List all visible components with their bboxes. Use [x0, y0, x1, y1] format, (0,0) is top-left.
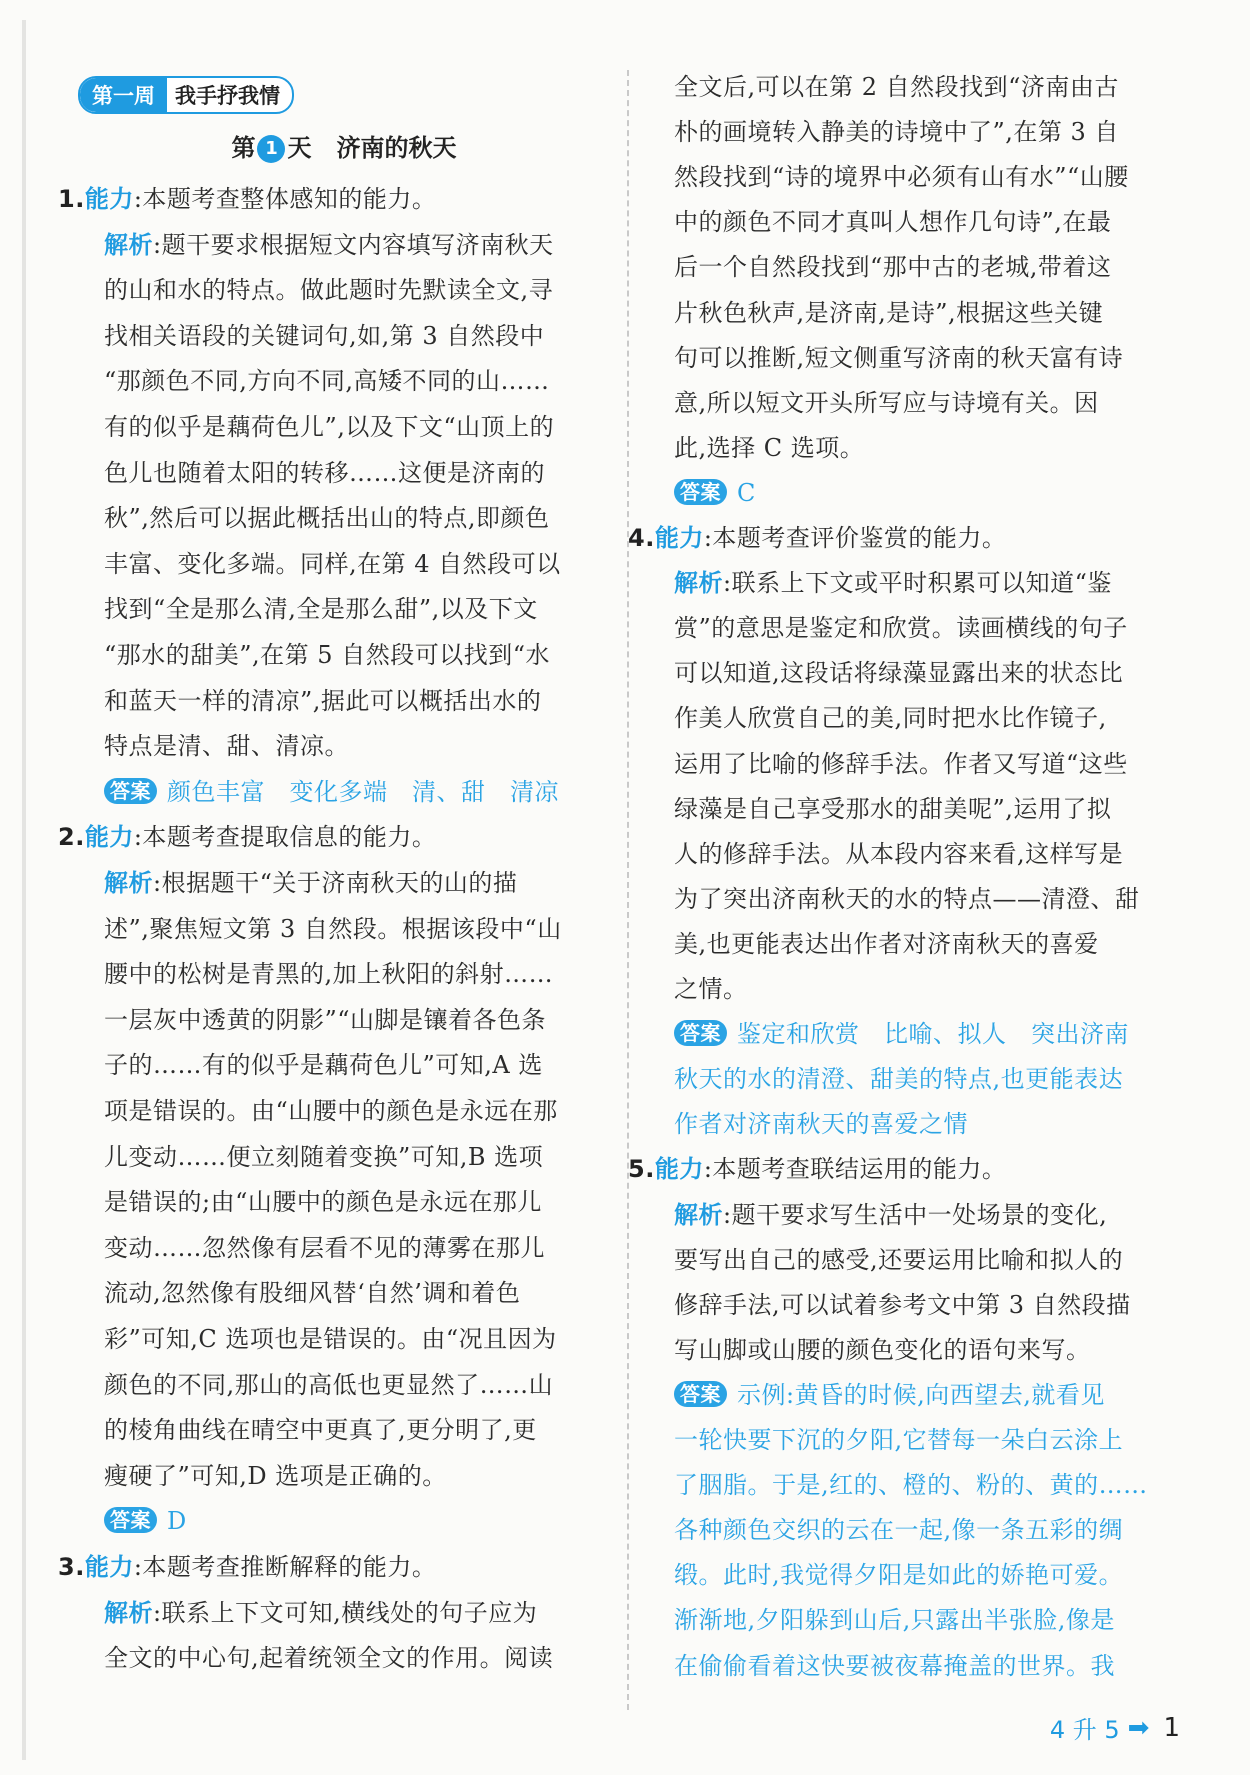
analysis-label: 解析 [104, 869, 153, 897]
text-line [674, 1290, 1131, 1320]
body-text: 瘦硬了”可知,D 选项是正确的。 [104, 1461, 447, 1490]
ability-text: :本题考查评价鉴赏的能力。 [703, 524, 1007, 552]
text-line [674, 72, 1119, 102]
answer-text: 了胭脂。于是,红的、橙的、粉的、黄的…… [674, 1471, 1148, 1500]
text-line [674, 568, 1112, 598]
body-text: 颜色的不同,那山的高低也更显然了……山 [104, 1370, 554, 1399]
analysis-text: :联系上下文可知,横线处的句子应为 [153, 1598, 538, 1627]
body-text: 找相关语段的关键词句,如,第 3 自然段中 [104, 321, 545, 350]
body-text: 人的修辞手法。从本段内容来看,这样写是 [674, 839, 1124, 868]
text-line [104, 458, 545, 488]
column-divider [627, 70, 629, 1710]
ability-label: 能力 [654, 1155, 704, 1184]
body-text: 的棱角曲线在晴空中更真了,更分明了,更 [104, 1416, 537, 1445]
question-number: 5. [628, 1155, 655, 1184]
day-title-suffix: 天 [287, 134, 312, 162]
text-line [104, 731, 349, 761]
body-text: 流动,忽然像有股细风替‘自然’调和着色 [104, 1279, 521, 1308]
text-line [674, 1651, 1115, 1681]
text-line [674, 749, 1128, 779]
body-text: 意,所以短文开头所写应与诗境有关。因 [674, 388, 1099, 417]
body-text: 儿变动……便立刻随着变换”可知,B 选项 [104, 1142, 544, 1171]
body-text: 的山和水的特点。做此题时先默读全文,寻 [104, 276, 554, 305]
text-line [104, 1050, 543, 1080]
text-line [104, 686, 541, 716]
text-line [104, 868, 517, 898]
body-text: 运用了比喻的修辞手法。作者又写道“这些 [674, 749, 1128, 778]
text-line [674, 1200, 1107, 1230]
text-line [674, 162, 1129, 192]
text-line [104, 914, 562, 944]
body-text: 可以知道,这段话将绿藻显露出来的状态比 [674, 659, 1124, 688]
answer-text: D [167, 1507, 187, 1536]
text-line [104, 1005, 546, 1035]
text-line [674, 839, 1123, 869]
grade-label: 4 升 5 [1049, 1716, 1120, 1744]
text-line [104, 321, 544, 351]
text-line [674, 1515, 1123, 1545]
answer-badge: 答案 [674, 479, 727, 505]
body-text: 中的颜色不同才真叫人想作几句诗”,在最 [674, 208, 1112, 237]
answer-text: 颜色丰富 变化多端 清、甜 清凉 [167, 777, 559, 806]
analysis-label: 解析 [674, 569, 723, 598]
answer-text: 缎。此时,我觉得夕阳是如此的娇艳可爱。 [674, 1561, 1124, 1590]
text-line [674, 613, 1128, 643]
body-text: 句可以推断,短文侧重写济南的秋天富有诗 [674, 343, 1124, 372]
body-text: 有的似乎是藕荷色儿”,以及下文“山顶上的 [104, 413, 555, 441]
day-number-badge: 1 [257, 135, 285, 163]
body-text: 全文的中心句,起着统领全文的作用。阅读 [104, 1644, 554, 1673]
text-line [674, 703, 1107, 733]
text-line [674, 974, 748, 1004]
analysis-label: 解析 [104, 1598, 153, 1627]
text-line [58, 822, 436, 852]
answer-text: 秋天的水的清澄、甜美的特点,也更能表达 [674, 1065, 1124, 1094]
text-line [104, 1598, 537, 1628]
analysis-text: :根据题干“关于济南秋天的山的描 [153, 869, 518, 897]
article-title: 济南的秋天 [336, 134, 457, 162]
answer-badge: 答案 [674, 1381, 727, 1407]
analysis-text: :题干要求根据短文内容填写济南秋天 [153, 230, 554, 259]
body-text: 找到“全是那么清,全是那么甜”,以及下文 [104, 595, 538, 624]
text-line [104, 1324, 557, 1354]
text-line [674, 1560, 1123, 1590]
text-line [104, 366, 550, 396]
text-line [674, 298, 1103, 328]
body-text: 项是错误的。由“山腰中的颜色是永远在那 [104, 1097, 558, 1125]
text-line [104, 230, 554, 260]
arrow-right-icon: ➡ [1127, 1712, 1150, 1743]
text-line [104, 1370, 553, 1400]
body-text: 写山脚或山腰的颜色变化的语句来写。 [674, 1335, 1091, 1364]
body-text: “那水的甜美”,在第 5 自然段可以找到“水 [104, 641, 550, 669]
text-line [104, 594, 538, 624]
text-line [674, 1425, 1123, 1455]
text-line [104, 549, 561, 579]
answer-badge: 答案 [104, 778, 157, 804]
analysis-text: :联系上下文或平时积累可以知道“鉴 [723, 569, 1112, 598]
body-text: 和蓝天一样的清凉”,据此可以概括出水的 [104, 686, 542, 715]
text-line [674, 1605, 1115, 1635]
text-line [104, 503, 550, 533]
page-edge [22, 20, 26, 1760]
answer-text: 渐渐地,夕阳躲到山后,只露出半张脸,像是 [674, 1606, 1115, 1635]
body-text: 要写出自己的感受,还要运用比喻和拟人的 [674, 1245, 1124, 1274]
question-number: 2. [58, 823, 85, 852]
answer-text: 示例:黄昏的时候,向西望去,就看见 [737, 1380, 1105, 1409]
text-line [104, 1506, 187, 1536]
text-line [674, 929, 1099, 959]
body-text: 后一个自然段找到“那中古的老城,带着这 [674, 253, 1112, 282]
question-number: 3. [58, 1553, 85, 1581]
question-number: 1. [58, 185, 85, 213]
analysis-text: :题干要求写生活中一处场景的变化, [723, 1200, 1108, 1229]
text-line [674, 388, 1099, 418]
page-number: 1 [1163, 1712, 1180, 1743]
text-line [674, 433, 864, 463]
text-line [104, 1187, 542, 1217]
ability-text: :本题考查推断解释的能力。 [133, 1553, 437, 1581]
text-line [674, 1109, 968, 1139]
body-text: 美,也更能表达出作者对济南秋天的喜爱 [674, 929, 1099, 958]
week-theme: 我手抒我情 [175, 84, 280, 108]
text-line [674, 1335, 1091, 1365]
text-line [104, 1461, 447, 1491]
text-line [104, 1233, 545, 1263]
body-text: 片秋色秋声,是济南,是诗”,根据这些关键 [674, 298, 1104, 327]
text-line [58, 184, 436, 214]
page-footer [1050, 1710, 1180, 1745]
text-line [104, 1142, 543, 1172]
text-line [104, 412, 554, 442]
body-text: 修辞手法,可以试着参考文中第 3 自然段描 [674, 1290, 1131, 1319]
body-text: 绿藻是自己享受那水的甜美呢”,运用了拟 [674, 794, 1112, 823]
text-line [104, 640, 550, 670]
body-text: “那颜色不同,方向不同,高矮不同的山…… [104, 367, 550, 396]
body-text: 是错误的;由“山腰中的颜色是永远在那儿 [104, 1188, 542, 1217]
text-line [674, 1470, 1148, 1500]
ability-label: 能力 [84, 1553, 134, 1581]
body-text: 赏”的意思是鉴定和欣赏。读画横线的句子 [674, 614, 1128, 643]
answer-text: 各种颜色交织的云在一起,像一条五彩的绸 [674, 1516, 1124, 1545]
week-header-tag [78, 76, 294, 114]
question-number: 4. [628, 524, 655, 552]
text-line [58, 1552, 436, 1582]
text-line [674, 478, 756, 508]
answer-text: 一轮快要下沉的夕阳,它替每一朵白云涂上 [674, 1426, 1124, 1454]
body-text: 述”,聚焦短文第 3 自然段。根据该段中“山 [104, 914, 562, 943]
text-line [104, 1278, 520, 1308]
ability-label: 能力 [654, 524, 704, 552]
body-text: 然段找到“诗的境界中必须有山有水”“山腰 [674, 163, 1129, 192]
body-text: 彩”可知,C 选项也是错误的。由“况且因为 [104, 1325, 557, 1353]
text-line [674, 1064, 1123, 1094]
week-label: 第一周 [80, 78, 167, 112]
body-text: 此,选择 C 选项。 [674, 433, 865, 462]
text-line [674, 794, 1111, 824]
text-line [104, 275, 553, 305]
text-line [674, 884, 1140, 914]
ability-text: :本题考查联结运用的能力。 [703, 1155, 1007, 1184]
text-line [674, 343, 1123, 373]
analysis-label: 解析 [674, 1200, 723, 1229]
text-line [674, 1245, 1123, 1275]
text-line [674, 207, 1111, 237]
body-text: 色儿也随着太阳的转移……这便是济南的 [104, 458, 545, 487]
answer-text: 作者对济南秋天的喜爱之情 [674, 1110, 968, 1139]
body-text: 腰中的松树是青黑的,加上秋阳的斜射…… [104, 960, 554, 989]
text-line [674, 117, 1119, 147]
text-line [674, 1019, 1129, 1049]
text-line [674, 1380, 1105, 1410]
body-text: 子的……有的似乎是藕荷色儿”可知,A 选 [104, 1051, 543, 1080]
body-text: 为了突出济南秋天的水的特点——清澄、甜 [674, 884, 1140, 913]
text-line [628, 523, 1006, 553]
text-line [104, 959, 553, 989]
body-text: 一层灰中透黄的阴影”“山脚是镶着各色条 [104, 1005, 547, 1034]
body-text: 全文后,可以在第 2 自然段找到“济南由古 [674, 73, 1119, 101]
text-line [674, 252, 1111, 282]
answer-text: 鉴定和欣赏 比喻、拟人 突出济南 [737, 1020, 1129, 1049]
answer-text: 在偷偷看着这快要被夜幕掩盖的世界。我 [674, 1651, 1115, 1680]
day-title-prefix: 第 [231, 134, 256, 162]
ability-label: 能力 [84, 823, 134, 852]
body-text: 作美人欣赏自己的美,同时把水比作镜子, [674, 704, 1107, 733]
body-text: 之情。 [674, 975, 748, 1003]
text-line [104, 1096, 558, 1126]
ability-text: :本题考查整体感知的能力。 [133, 185, 437, 213]
analysis-label: 解析 [104, 230, 153, 259]
answer-text: C [737, 478, 756, 507]
ability-label: 能力 [84, 185, 134, 213]
body-text: 特点是清、甜、清凉。 [104, 732, 349, 761]
ability-text: :本题考查提取信息的能力。 [133, 823, 437, 852]
body-text: 秋”,然后可以据此概括出山的特点,即颜色 [104, 504, 550, 533]
body-text: 变动……忽然像有层看不见的薄雾在那儿 [104, 1233, 545, 1262]
body-text: 朴的画境转入静美的诗境中了”,在第 3 自 [674, 118, 1119, 147]
day-title [78, 128, 610, 163]
body-text: 丰富、变化多端。同样,在第 4 自然段可以 [104, 549, 561, 578]
text-line [104, 1415, 537, 1445]
text-line [674, 658, 1123, 688]
text-line [104, 1643, 553, 1673]
answer-badge: 答案 [674, 1020, 727, 1046]
text-line [628, 1154, 1006, 1184]
answer-badge: 答案 [104, 1507, 157, 1533]
text-line [104, 777, 559, 807]
